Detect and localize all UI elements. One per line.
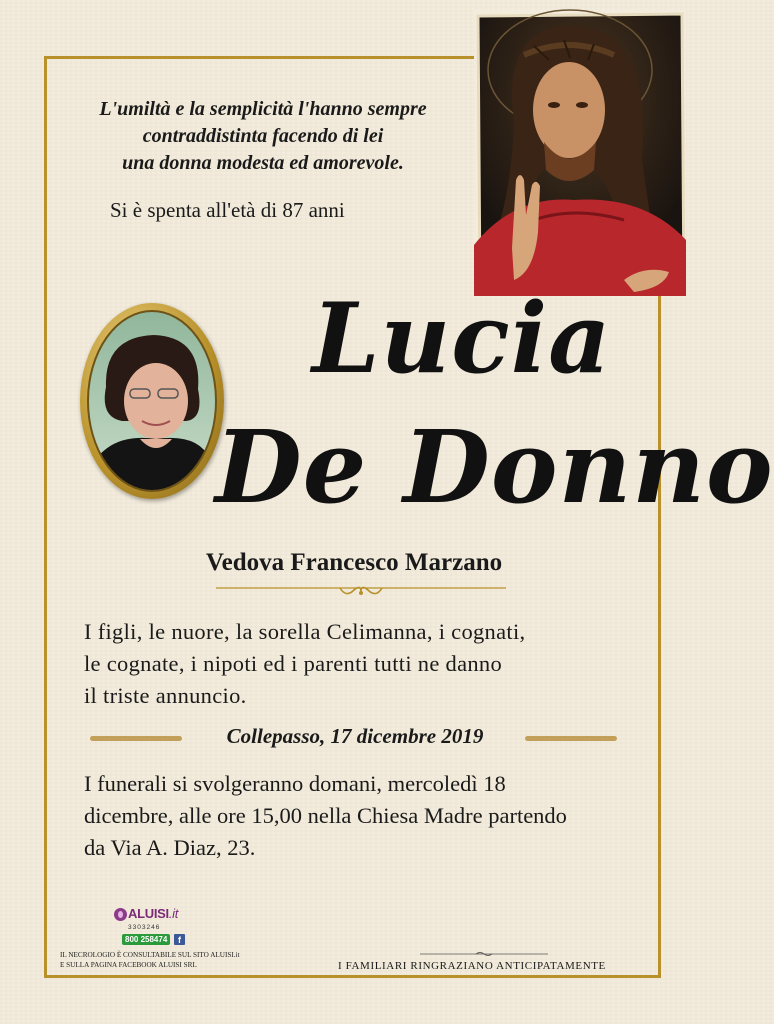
thanks-ornament xyxy=(420,951,548,957)
funeral-details xyxy=(84,768,624,864)
quote-line-1: L'umiltà e la semplicità l'hanno sempre xyxy=(99,98,427,120)
family-thanks: I FAMILIARI RINGRAZIANO ANTICIPATAMENTE xyxy=(338,960,606,972)
quote-line-2: contraddistinta facendo di lei xyxy=(142,125,384,147)
footnote xyxy=(60,950,250,970)
aluisi-logo-icon xyxy=(114,908,127,921)
divider-left xyxy=(90,736,182,741)
announce-line-3: il triste annuncio. xyxy=(84,683,247,708)
footnote-line-2: E SULLA PAGINA FACEBOOK ALUISI SRL xyxy=(60,961,197,969)
divider-right xyxy=(525,736,617,741)
widow-of: Vedova Francesco Marzano xyxy=(205,549,503,576)
logo-number: 3303246 xyxy=(128,924,161,931)
age-text: Si è spenta all'età di 87 anni xyxy=(110,198,345,222)
place-date: Collepasso, 17 dicembre 2019 xyxy=(226,724,484,748)
portrait-photo xyxy=(80,303,224,499)
ornament-flourish xyxy=(216,582,506,600)
logo-name: ALUISI.it xyxy=(128,906,179,921)
announce-line-2: le cognate, i nipoti ed i parenti tutti ne danno xyxy=(84,651,503,676)
funeral-line-2: dicembre, alle ore 15,00 nella Chiesa Madre partendo xyxy=(84,803,567,828)
deceased-last-name: De Donno xyxy=(215,408,774,526)
jesus-image xyxy=(474,10,686,296)
aluisi-logo[interactable] xyxy=(110,906,210,952)
announce-line-1: I figli, le nuore, la sorella Celimanna, i cognati, xyxy=(84,619,526,644)
footnote-line-1: IL NECROLOGIO È CONSULTABILE SUL SITO ALUISI.it xyxy=(60,951,240,959)
quote-line-3: una donna modesta ed amorevole. xyxy=(122,152,404,174)
deceased-first-name: Lucia xyxy=(312,282,612,395)
funeral-line-3: da Via A. Diaz, 23. xyxy=(84,835,256,860)
memorial-quote xyxy=(58,96,468,177)
funeral-line-1: I funerali si svolgeranno domani, mercoledì 18 xyxy=(84,771,506,796)
phone-badge[interactable]: 800 258474 xyxy=(122,934,170,945)
facebook-icon[interactable]: f xyxy=(174,934,185,945)
family-announcement xyxy=(84,616,644,712)
